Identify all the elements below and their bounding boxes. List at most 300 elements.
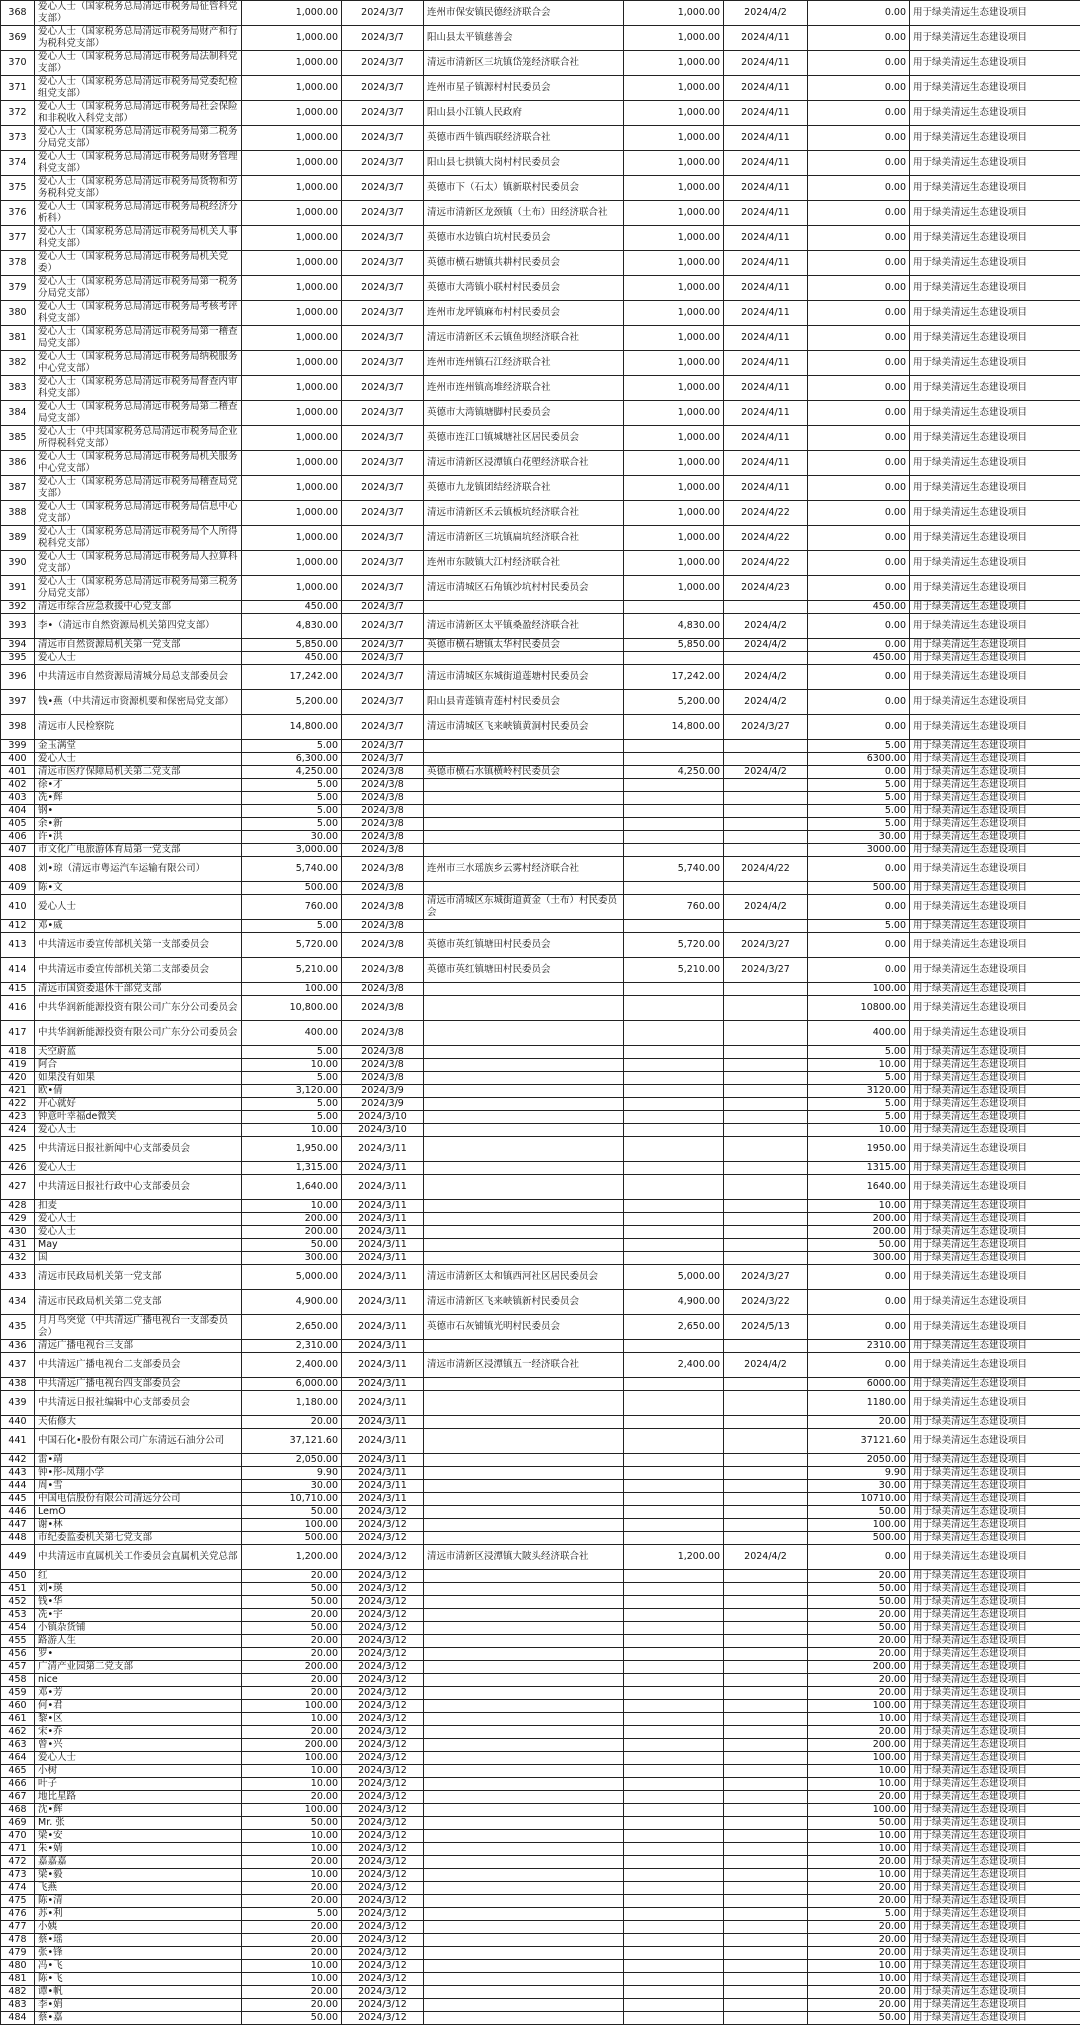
- donation-amount: 4,900.00: [242, 1290, 342, 1315]
- donor-name: 爱心人士: [35, 1226, 242, 1239]
- purpose-text: 用于绿美清远生态建设项目: [910, 1391, 1080, 1416]
- balance-amount: 0.00: [808, 251, 910, 276]
- donation-date: 2024/3/7: [342, 601, 424, 614]
- recipient-name: [424, 1124, 624, 1137]
- table-row: [1, 1532, 1080, 1545]
- donor-name: 冼•辉: [35, 792, 242, 805]
- donation-amount: 20.00: [242, 1674, 342, 1687]
- donor-name: 中国电信股份有限公司清远分公司: [35, 1493, 242, 1506]
- purpose-text: 用于绿美清远生态建设项目: [910, 766, 1080, 779]
- table-row: [1, 1200, 1080, 1213]
- balance-amount: 200.00: [808, 1213, 910, 1226]
- table-row: [1, 51, 1080, 76]
- donation-amount: 1,000.00: [242, 301, 342, 326]
- recipient-name: [424, 1213, 624, 1226]
- balance-amount: 20.00: [808, 1635, 910, 1648]
- purpose-text: 用于绿美清远生态建设项目: [910, 1921, 1080, 1934]
- allocation-date: [724, 1973, 808, 1986]
- purpose-text: 用于绿美清远生态建设项目: [910, 1674, 1080, 1687]
- allocation-date: [724, 1700, 808, 1713]
- donor-name: 爱心人士（国家税务总局清远市税务局机关人事科党支部）: [35, 226, 242, 251]
- recipient-name: 英德市大湾镇塘脚村民委员会: [424, 401, 624, 426]
- purpose-text: 用于绿美清远生态建设项目: [910, 1200, 1080, 1213]
- donor-name: 清远市综合应急救援中心党支部: [35, 601, 242, 614]
- row-number: 394: [1, 639, 35, 652]
- allocation-date: 2024/3/27: [724, 1265, 808, 1290]
- balance-amount: 100.00: [808, 1700, 910, 1713]
- allocated-amount: [624, 1480, 724, 1493]
- balance-amount: 0.00: [808, 1353, 910, 1378]
- donor-name: 爱心人士（国家税务总局清远市税务局个人所得税科党支部）: [35, 526, 242, 551]
- purpose-text: 用于绿美清远生态建设项目: [910, 652, 1080, 665]
- donation-date: 2024/3/12: [342, 1687, 424, 1700]
- allocation-date: [724, 1674, 808, 1687]
- donation-amount: 10.00: [242, 1830, 342, 1843]
- balance-amount: 6300.00: [808, 753, 910, 766]
- recipient-name: [424, 1830, 624, 1843]
- row-number: 438: [1, 1378, 35, 1391]
- row-number: 469: [1, 1817, 35, 1830]
- row-number: 423: [1, 1111, 35, 1124]
- donation-date: 2024/3/8: [342, 958, 424, 983]
- table-row: [1, 451, 1080, 476]
- allocation-date: [724, 1830, 808, 1843]
- donation-amount: 10.00: [242, 1124, 342, 1137]
- table-row: [1, 1059, 1080, 1072]
- donation-amount: 30.00: [242, 831, 342, 844]
- table-row: [1, 882, 1080, 895]
- allocation-date: 2024/4/11: [724, 126, 808, 151]
- allocated-amount: 14,800.00: [624, 715, 724, 740]
- row-number: 392: [1, 601, 35, 614]
- donor-name: 爱心人士（国家税务总局清远市税务局党委纪检组党支部）: [35, 76, 242, 101]
- balance-amount: 200.00: [808, 1661, 910, 1674]
- purpose-text: 用于绿美清远生态建设项目: [910, 1429, 1080, 1454]
- donor-name: 爱心人士: [35, 1124, 242, 1137]
- recipient-name: 清远市清城区石角镇沙坑村村民委员会: [424, 576, 624, 601]
- balance-amount: 0.00: [808, 551, 910, 576]
- row-number: 459: [1, 1687, 35, 1700]
- balance-amount: 5.00: [808, 818, 910, 831]
- purpose-text: 用于绿美清远生态建设项目: [910, 51, 1080, 76]
- row-number: 386: [1, 451, 35, 476]
- table-row: [1, 26, 1080, 51]
- row-number: 478: [1, 1934, 35, 1947]
- table-row: [1, 1674, 1080, 1687]
- balance-amount: 0.00: [808, 690, 910, 715]
- allocation-date: [724, 1661, 808, 1674]
- recipient-name: 英德市英红镇塘田村民委员会: [424, 958, 624, 983]
- allocated-amount: [624, 1124, 724, 1137]
- balance-amount: 5.00: [808, 779, 910, 792]
- row-number: 433: [1, 1265, 35, 1290]
- donation-date: 2024/3/8: [342, 933, 424, 958]
- donation-date: 2024/3/7: [342, 201, 424, 226]
- recipient-name: 英德市西牛镇西联经济联合社: [424, 126, 624, 151]
- row-number: 414: [1, 958, 35, 983]
- donor-name: 清远市医疗保障局机关第二党支部: [35, 766, 242, 779]
- donation-date: 2024/3/11: [342, 1175, 424, 1200]
- donation-amount: 1,000.00: [242, 451, 342, 476]
- allocated-amount: 1,000.00: [624, 351, 724, 376]
- donation-amount: 6,000.00: [242, 1378, 342, 1391]
- donation-amount: 5,200.00: [242, 690, 342, 715]
- purpose-text: 用于绿美清远生态建设项目: [910, 1290, 1080, 1315]
- allocation-date: [724, 1934, 808, 1947]
- donation-amount: 1,950.00: [242, 1137, 342, 1162]
- balance-amount: 0.00: [808, 301, 910, 326]
- row-number: 449: [1, 1545, 35, 1570]
- recipient-name: [424, 1111, 624, 1124]
- donor-name: 爱心人士（国家税务总局清远市税务局考核考评科党支部）: [35, 301, 242, 326]
- donation-date: 2024/3/12: [342, 1882, 424, 1895]
- donation-amount: 20.00: [242, 1947, 342, 1960]
- table-row: [1, 1804, 1080, 1817]
- table-row: [1, 476, 1080, 501]
- row-number: 430: [1, 1226, 35, 1239]
- allocation-date: 2024/4/22: [724, 526, 808, 551]
- row-number: 424: [1, 1124, 35, 1137]
- donor-name: 宋•乔: [35, 1726, 242, 1739]
- allocated-amount: [624, 740, 724, 753]
- donation-date: 2024/3/12: [342, 1895, 424, 1908]
- allocated-amount: 1,000.00: [624, 251, 724, 276]
- balance-amount: 0.00: [808, 226, 910, 251]
- balance-amount: 10.00: [808, 1960, 910, 1973]
- balance-amount: 0.00: [808, 715, 910, 740]
- table-row: [1, 857, 1080, 882]
- recipient-name: 清远市清新区三坑镇扁坑经济联合社: [424, 526, 624, 551]
- allocation-date: [724, 1986, 808, 1999]
- allocated-amount: 1,200.00: [624, 1545, 724, 1570]
- purpose-text: 用于绿美清远生态建设项目: [910, 451, 1080, 476]
- balance-amount: 50.00: [808, 1506, 910, 1519]
- purpose-text: 用于绿美清远生态建设项目: [910, 1098, 1080, 1111]
- table-row: [1, 1648, 1080, 1661]
- donation-amount: 1,000.00: [242, 101, 342, 126]
- row-number: 442: [1, 1454, 35, 1467]
- allocated-amount: [624, 1111, 724, 1124]
- row-number: 465: [1, 1765, 35, 1778]
- allocated-amount: [624, 1046, 724, 1059]
- donor-name: 爱心人士（国家税务总局清远市税务局第三税务分局党支部）: [35, 576, 242, 601]
- allocation-date: 2024/5/13: [724, 1315, 808, 1340]
- allocation-date: 2024/3/22: [724, 1290, 808, 1315]
- purpose-text: 用于绿美清远生态建设项目: [910, 1021, 1080, 1046]
- donation-date: 2024/3/8: [342, 920, 424, 933]
- donation-amount: 5,000.00: [242, 1265, 342, 1290]
- donor-name: 清远市自然资源局机关第一党支部: [35, 639, 242, 652]
- donor-name: 爱心人士: [35, 895, 242, 920]
- allocation-date: 2024/4/11: [724, 376, 808, 401]
- table-row: [1, 614, 1080, 639]
- donation-amount: 1,000.00: [242, 151, 342, 176]
- balance-amount: 400.00: [808, 1021, 910, 1046]
- donor-name: 中国石化•股份有限公司广东清远石油分公司: [35, 1429, 242, 1454]
- donation-amount: 20.00: [242, 1882, 342, 1895]
- purpose-text: 用于绿美清远生态建设项目: [910, 1713, 1080, 1726]
- allocation-date: [724, 920, 808, 933]
- table-row: [1, 226, 1080, 251]
- allocated-amount: 5,000.00: [624, 1265, 724, 1290]
- purpose-text: 用于绿美清远生态建设项目: [910, 920, 1080, 933]
- donation-amount: 50.00: [242, 2012, 342, 2025]
- donor-name: 中共华润新能源投资有限公司广东分公司委员会: [35, 996, 242, 1021]
- row-number: 447: [1, 1519, 35, 1532]
- donation-date: 2024/3/7: [342, 26, 424, 51]
- balance-amount: 2310.00: [808, 1340, 910, 1353]
- table-row: [1, 1467, 1080, 1480]
- purpose-text: 用于绿美清远生态建设项目: [910, 1830, 1080, 1843]
- allocated-amount: [624, 1843, 724, 1856]
- allocation-date: 2024/4/11: [724, 426, 808, 451]
- table-row: [1, 251, 1080, 276]
- donation-amount: 5.00: [242, 792, 342, 805]
- table-row: [1, 1124, 1080, 1137]
- allocation-date: 2024/4/11: [724, 276, 808, 301]
- recipient-name: [424, 1493, 624, 1506]
- purpose-text: 用于绿美清远生态建设项目: [910, 601, 1080, 614]
- purpose-text: 用于绿美清远生态建设项目: [910, 1739, 1080, 1752]
- balance-amount: 10.00: [808, 1869, 910, 1882]
- allocation-date: [724, 1752, 808, 1765]
- donation-date: 2024/3/12: [342, 1661, 424, 1674]
- donor-name: 冼•宇: [35, 1609, 242, 1622]
- donation-date: 2024/3/7: [342, 126, 424, 151]
- purpose-text: 用于绿美清远生态建设项目: [910, 933, 1080, 958]
- table-row: [1, 326, 1080, 351]
- balance-amount: 0.00: [808, 101, 910, 126]
- recipient-name: [424, 1895, 624, 1908]
- allocated-amount: [624, 1340, 724, 1353]
- table-row: [1, 1046, 1080, 1059]
- donation-amount: 50.00: [242, 1817, 342, 1830]
- allocation-date: [724, 1416, 808, 1429]
- allocation-date: [724, 1648, 808, 1661]
- recipient-name: [424, 1239, 624, 1252]
- allocation-date: [724, 1869, 808, 1882]
- allocated-amount: [624, 1429, 724, 1454]
- allocated-amount: 1,000.00: [624, 551, 724, 576]
- purpose-text: 用于绿美清远生态建设项目: [910, 665, 1080, 690]
- donation-date: 2024/3/12: [342, 1765, 424, 1778]
- table-row: [1, 779, 1080, 792]
- recipient-name: 英德市石灰铺镇光明村民委员会: [424, 1315, 624, 1340]
- balance-amount: 10.00: [808, 1713, 910, 1726]
- allocation-date: [724, 1072, 808, 1085]
- allocation-date: 2024/4/11: [724, 76, 808, 101]
- donor-name: 爱心人士（国家税务总局清远市税务局纳税服务中心党支部）: [35, 351, 242, 376]
- balance-amount: 5.00: [808, 1908, 910, 1921]
- row-number: 455: [1, 1635, 35, 1648]
- recipient-name: [424, 831, 624, 844]
- balance-amount: 200.00: [808, 1739, 910, 1752]
- donation-date: 2024/3/12: [342, 1506, 424, 1519]
- allocated-amount: [624, 1908, 724, 1921]
- allocation-date: [724, 1059, 808, 1072]
- purpose-text: 用于绿美清远生态建设项目: [910, 895, 1080, 920]
- allocated-amount: 760.00: [624, 895, 724, 920]
- purpose-text: 用于绿美清远生态建设项目: [910, 715, 1080, 740]
- donor-name: 许•洪: [35, 831, 242, 844]
- allocation-date: [724, 1739, 808, 1752]
- purpose-text: 用于绿美清远生态建设项目: [910, 1519, 1080, 1532]
- donation-amount: 500.00: [242, 882, 342, 895]
- row-number: 477: [1, 1921, 35, 1934]
- allocated-amount: [624, 983, 724, 996]
- donor-name: 清远广播电视台三支部: [35, 1340, 242, 1353]
- donor-name: 爱心人士（国家税务总局清远市税务局人拉算科党支部）: [35, 551, 242, 576]
- donation-amount: 5,740.00: [242, 857, 342, 882]
- recipient-name: [424, 920, 624, 933]
- donation-amount: 1,000.00: [242, 176, 342, 201]
- allocation-date: [724, 1778, 808, 1791]
- allocated-amount: 1,000.00: [624, 476, 724, 501]
- donation-amount: 450.00: [242, 601, 342, 614]
- allocated-amount: [624, 1467, 724, 1480]
- balance-amount: 0.00: [808, 1315, 910, 1340]
- donation-amount: 20.00: [242, 1895, 342, 1908]
- table-row: [1, 766, 1080, 779]
- recipient-name: [424, 1021, 624, 1046]
- donation-date: 2024/3/8: [342, 1059, 424, 1072]
- donation-date: 2024/3/8: [342, 882, 424, 895]
- donation-amount: 20.00: [242, 1921, 342, 1934]
- row-number: 400: [1, 753, 35, 766]
- donation-amount: 200.00: [242, 1226, 342, 1239]
- balance-amount: 20.00: [808, 1726, 910, 1739]
- allocation-date: [724, 831, 808, 844]
- purpose-text: 用于绿美清远生态建设项目: [910, 614, 1080, 639]
- allocated-amount: [624, 805, 724, 818]
- allocation-date: [724, 1124, 808, 1137]
- allocated-amount: [624, 1162, 724, 1175]
- allocation-date: [724, 1596, 808, 1609]
- donor-name: 小镇杂货铺: [35, 1622, 242, 1635]
- balance-amount: 0.00: [808, 501, 910, 526]
- recipient-name: [424, 1072, 624, 1085]
- allocation-date: 2024/3/27: [724, 958, 808, 983]
- row-number: 419: [1, 1059, 35, 1072]
- donation-amount: 30.00: [242, 1480, 342, 1493]
- donation-date: 2024/3/11: [342, 1416, 424, 1429]
- balance-amount: 10.00: [808, 1830, 910, 1843]
- donor-name: 爱心人士（国家税务总局清远市税务局督查内审科党支部）: [35, 376, 242, 401]
- donor-name: 中共清远日报社行政中心支部委员会: [35, 1175, 242, 1200]
- balance-amount: 200.00: [808, 1226, 910, 1239]
- balance-amount: 0.00: [808, 1, 910, 26]
- purpose-text: 用于绿美清远生态建设项目: [910, 1869, 1080, 1882]
- donor-name: 天空蔚蓝: [35, 1046, 242, 1059]
- table-row: [1, 1391, 1080, 1416]
- allocated-amount: [624, 831, 724, 844]
- table-row: [1, 1429, 1080, 1454]
- table-row: [1, 276, 1080, 301]
- row-number: 434: [1, 1290, 35, 1315]
- allocated-amount: [624, 652, 724, 665]
- balance-amount: 20.00: [808, 1934, 910, 1947]
- donation-amount: 20.00: [242, 1726, 342, 1739]
- allocated-amount: 17,242.00: [624, 665, 724, 690]
- row-number: 457: [1, 1661, 35, 1674]
- donation-amount: 1,000.00: [242, 501, 342, 526]
- donor-name: 爱心人士: [35, 652, 242, 665]
- donation-date: 2024/3/8: [342, 996, 424, 1021]
- recipient-name: 清远市清新区太平镇桑盈经济联合社: [424, 614, 624, 639]
- table-row: [1, 1545, 1080, 1570]
- allocated-amount: 4,900.00: [624, 1290, 724, 1315]
- table-row: [1, 601, 1080, 614]
- allocation-date: [724, 1817, 808, 1830]
- allocation-date: [724, 1908, 808, 1921]
- donation-date: 2024/3/11: [342, 1252, 424, 1265]
- recipient-name: 清远市清城区东城街道莲塘村民委员会: [424, 665, 624, 690]
- allocated-amount: 1,000.00: [624, 151, 724, 176]
- allocated-amount: [624, 1226, 724, 1239]
- allocation-date: [724, 1226, 808, 1239]
- donor-name: 中共清远市直属机关工作委员会直属机关党总部: [35, 1545, 242, 1570]
- donation-amount: 1,000.00: [242, 26, 342, 51]
- allocated-amount: [624, 1947, 724, 1960]
- donation-amount: 6,300.00: [242, 753, 342, 766]
- recipient-name: [424, 1856, 624, 1869]
- recipient-name: [424, 1882, 624, 1895]
- donor-name: 余•新: [35, 818, 242, 831]
- row-number: 380: [1, 301, 35, 326]
- allocated-amount: [624, 1687, 724, 1700]
- donation-date: 2024/3/7: [342, 101, 424, 126]
- donation-amount: 5.00: [242, 1111, 342, 1124]
- balance-amount: 20.00: [808, 1687, 910, 1700]
- donation-amount: 5,720.00: [242, 933, 342, 958]
- row-number: 471: [1, 1843, 35, 1856]
- allocation-date: [724, 1921, 808, 1934]
- allocated-amount: [624, 1519, 724, 1532]
- donation-amount: 20.00: [242, 1635, 342, 1648]
- purpose-text: 用于绿美清远生态建设项目: [910, 376, 1080, 401]
- allocation-date: [724, 740, 808, 753]
- donor-name: 小姨: [35, 1921, 242, 1934]
- allocated-amount: 1,000.00: [624, 101, 724, 126]
- recipient-name: [424, 1137, 624, 1162]
- balance-amount: 10.00: [808, 1973, 910, 1986]
- donor-name: 陈•文: [35, 882, 242, 895]
- table-row: [1, 1986, 1080, 1999]
- row-number: 439: [1, 1391, 35, 1416]
- row-number: 422: [1, 1098, 35, 1111]
- donor-name: 李•（清远市自然资源局机关第四党支部）: [35, 614, 242, 639]
- donation-date: 2024/3/12: [342, 1570, 424, 1583]
- allocation-date: 2024/4/11: [724, 176, 808, 201]
- allocation-date: [724, 1021, 808, 1046]
- donation-date: 2024/3/12: [342, 1921, 424, 1934]
- recipient-name: [424, 1804, 624, 1817]
- row-number: 420: [1, 1072, 35, 1085]
- purpose-text: 用于绿美清远生态建设项目: [910, 1778, 1080, 1791]
- donation-date: 2024/3/12: [342, 1519, 424, 1532]
- balance-amount: 100.00: [808, 1752, 910, 1765]
- allocated-amount: [624, 2012, 724, 2025]
- table-row: [1, 526, 1080, 551]
- balance-amount: 1640.00: [808, 1175, 910, 1200]
- recipient-name: [424, 805, 624, 818]
- row-number: 431: [1, 1239, 35, 1252]
- table-row: [1, 1843, 1080, 1856]
- allocated-amount: [624, 1609, 724, 1622]
- purpose-text: 用于绿美清远生态建设项目: [910, 1986, 1080, 1999]
- donation-date: 2024/3/9: [342, 1098, 424, 1111]
- purpose-text: 用于绿美清远生态建设项目: [910, 151, 1080, 176]
